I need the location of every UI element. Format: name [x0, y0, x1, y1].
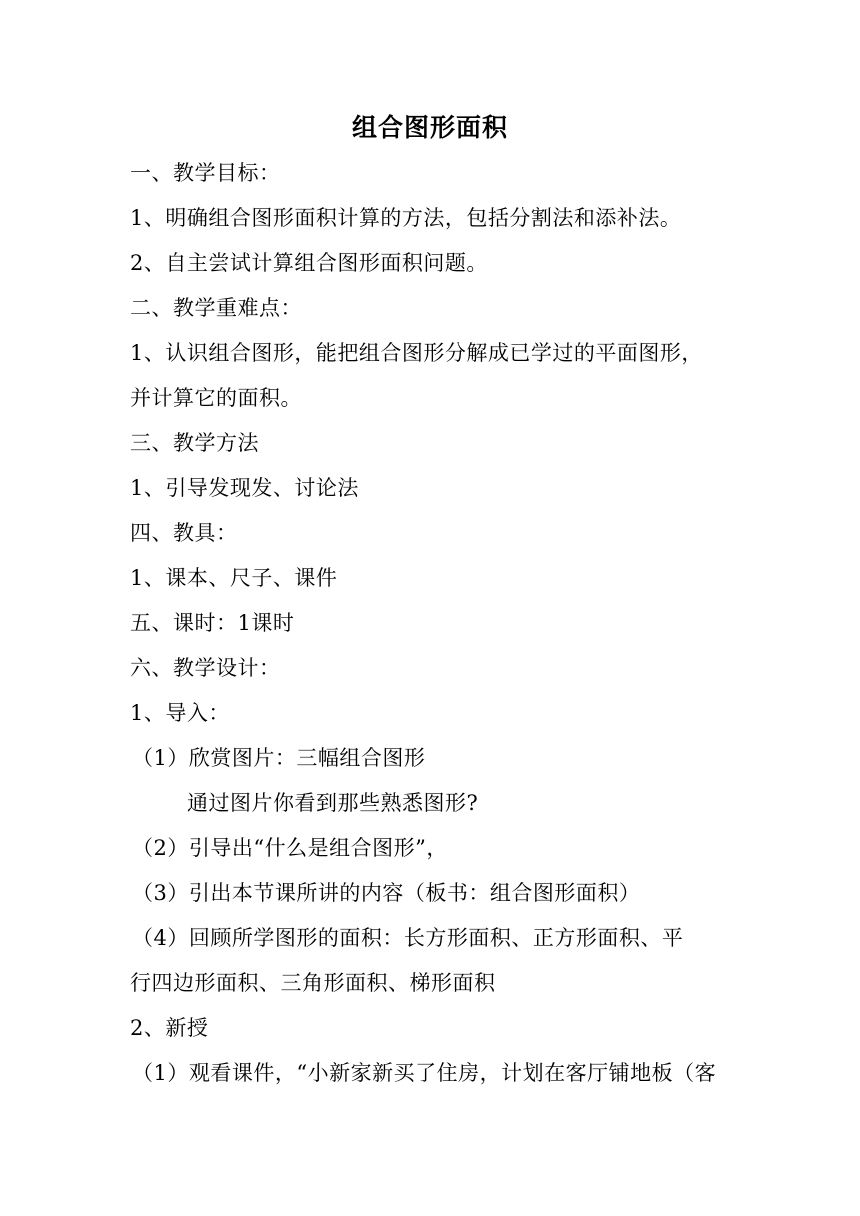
- text-line: 1、课本、尺子、课件: [130, 566, 338, 590]
- text-line: 1、导入：: [130, 701, 230, 725]
- section-heading-objectives: 一、教学目标：: [130, 161, 281, 185]
- text-line: （4）回顾所学图形的面积：长方形面积、正方形面积、平: [132, 926, 684, 950]
- text-line: 1、认识组合图形，能把组合图形分解成已学过的平面图形，: [130, 341, 703, 365]
- text-line: 行四边形面积、三角形面积、梯形面积: [130, 971, 496, 995]
- text-line: （1）观看课件，“小新家新买了住房，计划在客厅铺地板（客: [132, 1061, 717, 1085]
- text-line: 2、自主尝试计算组合图形面积问题。: [130, 251, 488, 275]
- text-line: （2）引导出“什么是组合图形”，: [132, 836, 448, 860]
- text-line: 1、明确组合图形面积计算的方法，包括分割法和添补法。: [130, 206, 682, 230]
- document-title: 组合图形面积: [351, 113, 508, 142]
- text-line: 通过图片你看到那些熟悉图形?: [187, 791, 479, 815]
- text-line: 并计算它的面积。: [130, 386, 302, 410]
- section-heading-tools: 四、教具：: [130, 521, 238, 545]
- section-heading-lesson-time: 五、课时：1课时: [130, 611, 295, 635]
- text-line: 2、新授: [130, 1016, 209, 1040]
- text-line: （1）欣赏图片：三幅组合图形: [132, 746, 426, 770]
- section-heading-key-points: 二、教学重难点：: [130, 296, 302, 320]
- section-heading-design: 六、教学设计：: [130, 656, 281, 680]
- text-line: （3）引出本节课所讲的内容（板书：组合图形面积）: [132, 881, 641, 905]
- text-line: 1、引导发现发、讨论法: [130, 476, 359, 500]
- section-heading-methods: 三、教学方法: [130, 431, 259, 455]
